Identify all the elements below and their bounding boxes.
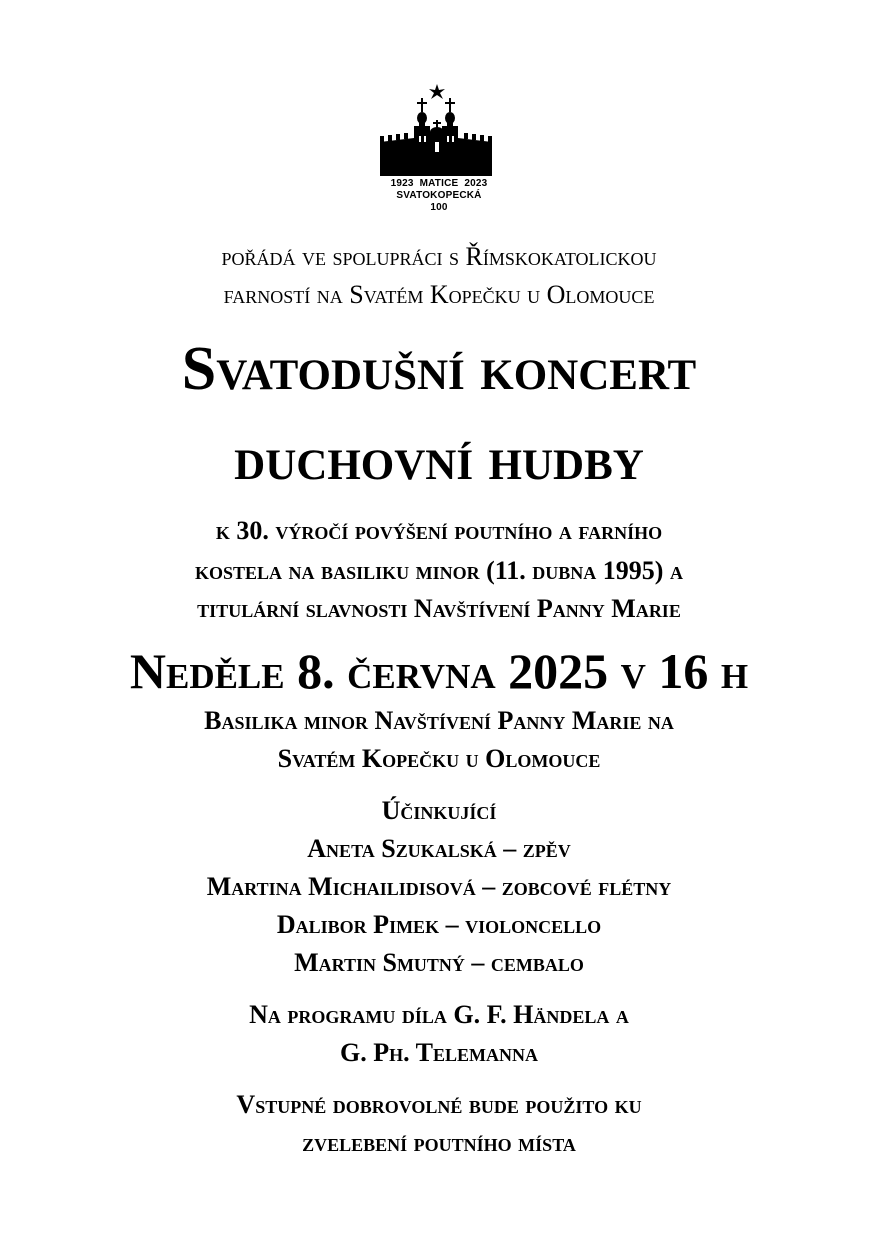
logo-subtitle: SVATOKOPECKÁ [396, 190, 482, 201]
performer-1: Aneta Szukalská – zpěv [307, 834, 571, 863]
performer-2: Martina Michailidisová – zobcové flétny [206, 872, 672, 901]
venue-line-1: Basilika minor Navštívení Panny Marie na [204, 706, 674, 735]
logo-year-start: 1923 [390, 178, 414, 189]
performer-4: Martin Smutný – cembalo [294, 948, 584, 977]
occasion-line-3: titulární slavnosti Navštívení Panny Marie [197, 594, 681, 623]
organizer-line-2: farností na Svatém Kopečku u Olomouce [223, 280, 655, 309]
occasion-line-2: kostela na basiliku minor (11. dubna 1995) a [195, 556, 683, 585]
concert-title-line-2: duchovní hudby [234, 425, 644, 493]
performer-3: Dalibor Pimek – violoncello [276, 910, 602, 939]
occasion-line-1: k 30. výročí povýšení poutního a farního [215, 516, 663, 545]
logo-caption [374, 178, 504, 189]
basilica-silhouette-icon [374, 80, 504, 176]
logo-name: MATICE [419, 178, 459, 189]
matice-logo [374, 80, 504, 216]
admission-line-1: Vstupné dobrovolné bude použito ku [236, 1090, 642, 1119]
performers-heading: Účinkující [381, 796, 497, 825]
concert-date: Neděle 8. června 2025 v 16 h [129, 643, 749, 699]
program-line-2: G. Ph. Telemanna [340, 1038, 538, 1067]
organizer-line-1: pořádá ve spolupráci s Římskokatolickou [221, 242, 657, 271]
logo-anniversary: 100 [430, 202, 448, 213]
logo-year-end: 2023 [464, 178, 488, 189]
concert-title-line-1: Svatodušní koncert [181, 335, 697, 403]
program-line-1: Na programu díla G. F. Händela a [249, 1000, 629, 1029]
venue-line-2: Svatém Kopečku u Olomouce [277, 744, 601, 773]
admission-line-2: zvelebení poutního místa [302, 1128, 576, 1157]
